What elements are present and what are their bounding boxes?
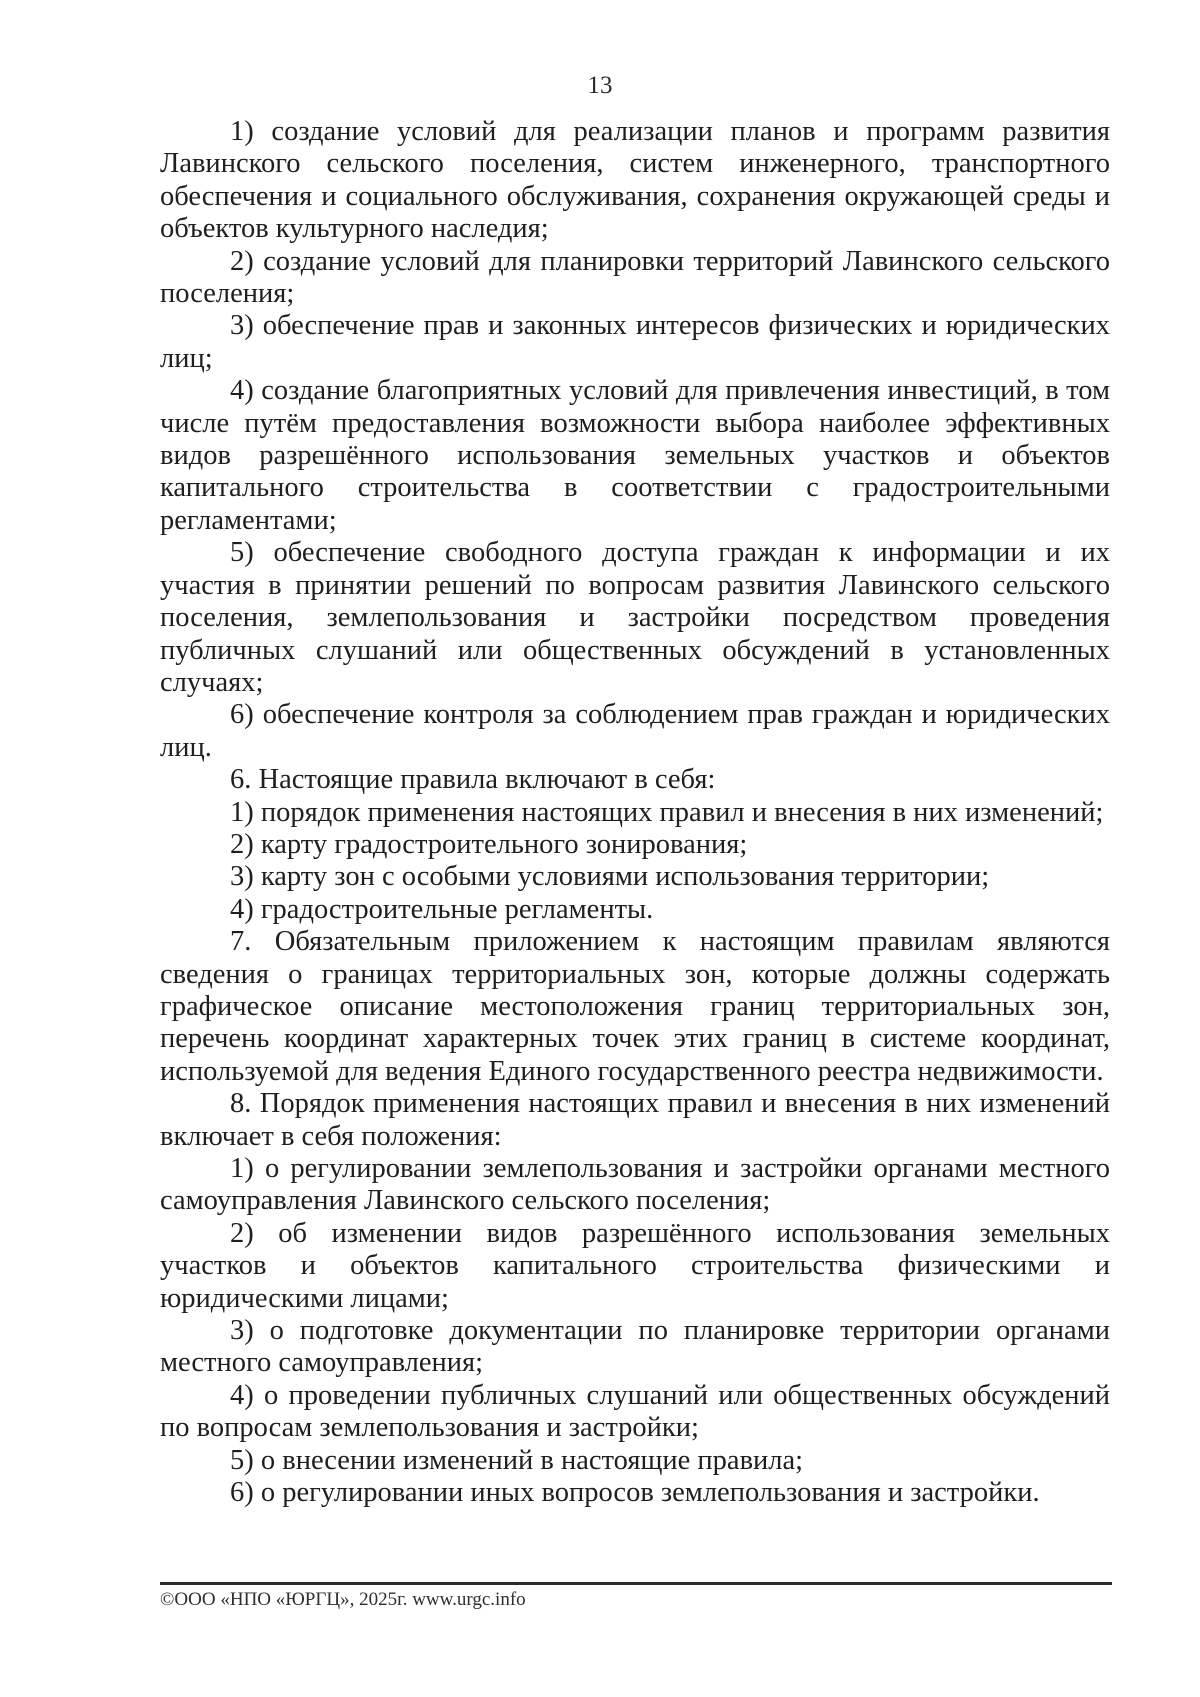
paragraph: 6) обеспечение контроля за соблюдением прав граждан и юридических лиц. — [160, 699, 1110, 763]
paragraph: 4) создание благоприятных условий для привлечения инвестиций, в том числе путём предоставления возможности выбора наиболее эффективных видов разрешённого использования земельных участков и объектов капитального строительства в соответствии с градостроительными регламентами; — [160, 375, 1110, 536]
paragraph: 5) обеспечение свободного доступа граждан к информации и их участия в принятии решений по вопросам развития Лавинского сельского поселения, землепользования и застройки посредством проведения публичных слушаний или общественных обсуждений в установленных случаях; — [160, 537, 1110, 698]
page-number: 13 — [587, 72, 613, 99]
footer-copyright: ©ООО «НПО «ЮРГЦ», 2025г. www.urgc.info — [160, 1589, 526, 1610]
paragraph: 8. Порядок применения настоящих правил и внесения в них изменений включает в себя положения: — [160, 1088, 1110, 1152]
paragraph: 3) обеспечение прав и законных интересов физических и юридических лиц; — [160, 310, 1110, 374]
paragraph: 1) порядок применения настоящих правил и внесения в них изменений; — [230, 796, 1104, 828]
paragraph: 4) градостроительные регламенты. — [230, 893, 654, 925]
paragraph: 4) о проведении публичных слушаний или общественных обсуждений по вопросам землепользования и застройки; — [160, 1379, 1110, 1444]
paragraph: 6) о регулировании иных вопросов землепользования и застройки. — [230, 1477, 1040, 1509]
paragraph: 3) карту зон с особыми условиями использования территории; — [230, 861, 990, 893]
paragraph: 2) об изменении видов разрешённого использования земельных участков и объектов капитального строительства физическими и юридическими лицами; — [160, 1217, 1110, 1314]
paragraph: 5) о внесении изменений в настоящие правила; — [230, 1444, 804, 1476]
paragraph: 3) о подготовке документации по планировке территории органами местного самоуправления; — [160, 1315, 1110, 1379]
paragraph: 6. Настоящие правила включают в себя: — [230, 764, 716, 796]
paragraph: 1) создание условий для реализации планов и программ развития Лавинского сельского поселения, систем инженерного, транспортного обеспечения и социального обслуживания, сохранения окружающей среды и объектов культурного наследия; — [160, 116, 1110, 245]
paragraph: 1) о регулировании землепользования и застройки органами местного самоуправления Лавинского сельского поселения; — [160, 1153, 1110, 1217]
paragraph: 2) создание условий для планировки территорий Лавинского сельского поселения; — [160, 245, 1110, 310]
document-body — [160, 116, 1110, 1509]
footer-divider — [160, 1582, 1112, 1585]
paragraph: 2) карту градостроительного зонирования; — [230, 828, 748, 860]
paragraph: 7. Обязательным приложением к настоящим правилам являются сведения о границах территориальных зон, которые должны содержать графическое описание местоположения границ территориальных зон, перечень координат характерных точек этих границ в системе координат, используемой для ведения Единого государственного реестра недвижимости. — [160, 926, 1110, 1087]
